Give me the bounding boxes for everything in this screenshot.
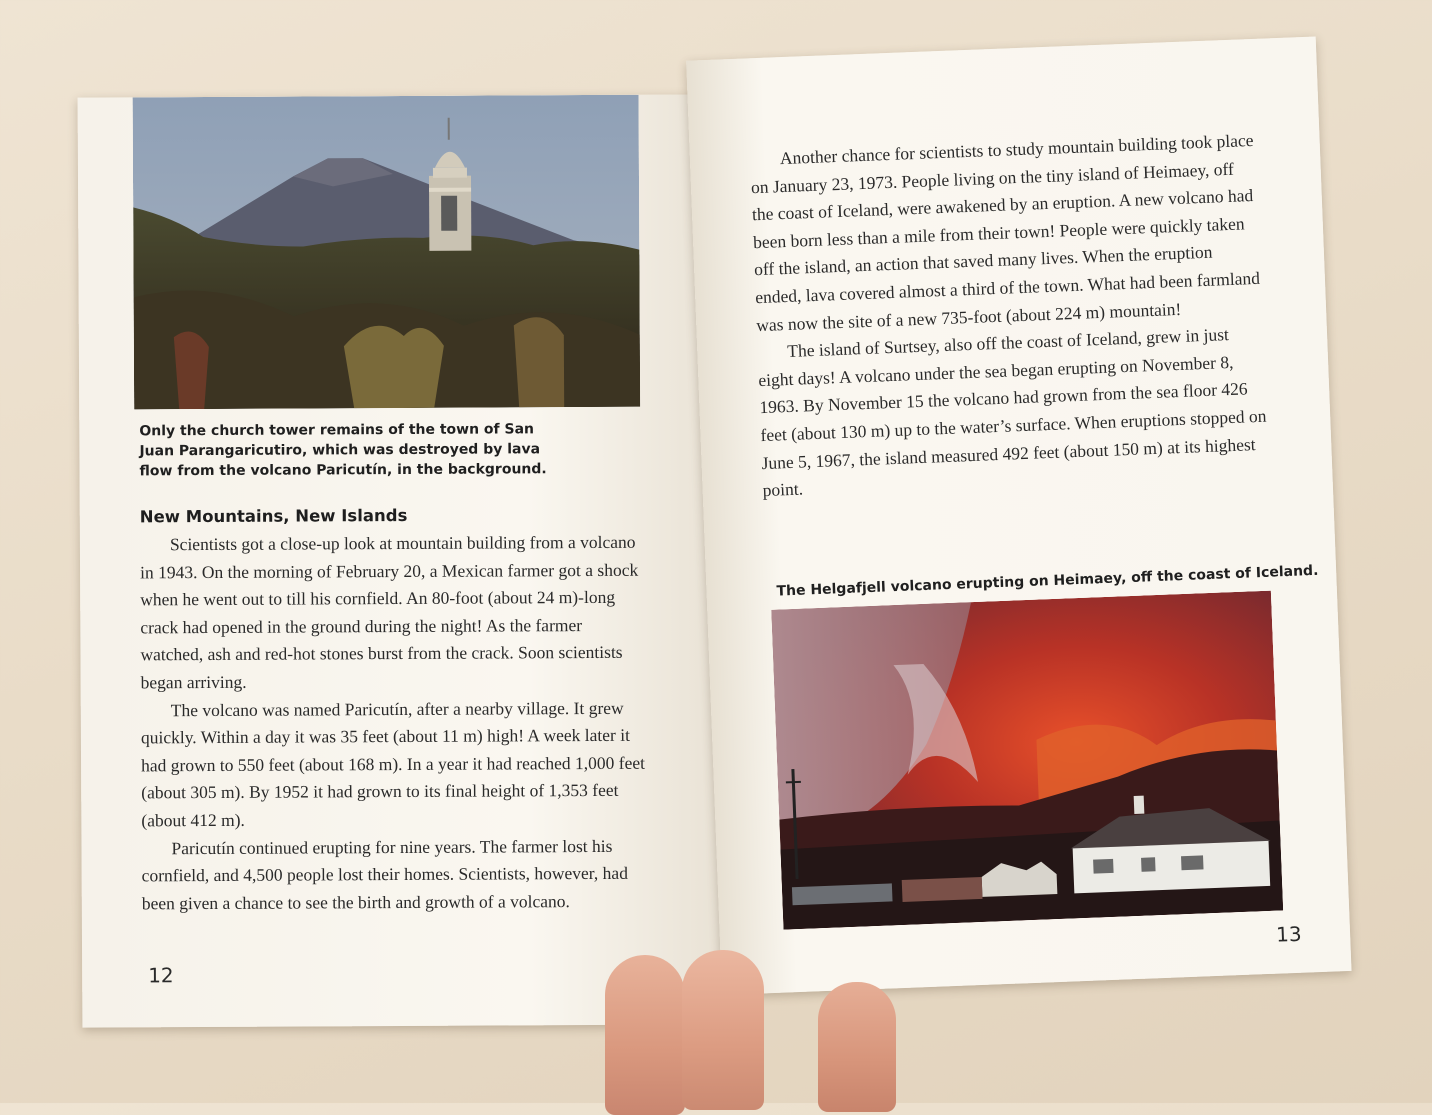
paragraph: Paricutín continued erupting for nine years. The farmer lost his cornfield, and 4,500 people lost their homes. Scientists, however, had been given a chance to see the birth and growth of a volcano. [141, 835, 628, 914]
finger-left [605, 955, 685, 1115]
photo-caption: Only the church tower remains of the town of San Juan Parangaricutiro, which was destroyed by lava flow from the volcano Paricutín, in the background. [139, 421, 547, 480]
page-number: 12 [148, 963, 174, 988]
volcano-eruption-photo [771, 591, 1283, 930]
section-heading: New Mountains, New Islands [139, 505, 408, 527]
photo-caption: The Helgafjell volcano erupting on Heimaey, off the coast of Iceland. [776, 562, 1319, 600]
paragraph: Another chance for scientists to study mountain building took place on January 23, 1973. People living on the tiny island of Heimaey, off the coast of Iceland, were awakened by an eruption. A new volcano had been born less than a mile from their town! People were quickly taken off the island, an action that saved many lives. When the eruption ended, lava covered almost a third of the town. What had been farmland was now the site of a new 735-foot (about 224 m) mountain! [750, 129, 1261, 335]
finger-right [818, 982, 896, 1112]
page-number: 13 [1275, 921, 1302, 947]
church-tower-photo [133, 95, 641, 410]
paragraph: Scientists got a close-up look at mountain building from a volcano in 1943. On the morning of February 20, a Mexican farmer got a shock when he went out to till his cornfield. An 80-foot (about 24 m)-long crack had opened in the ground during the night! As the farmer watched, ash and red-hot stones burst from the crack. Soon scientists began arriving. [140, 531, 639, 693]
paragraph: The volcano was named Paricutín, after a nearby village. It grew quickly. Within a day it was 35 feet (about 11 m) high! A week later it had grown to 550 feet (about 168 m). In a year it had reached 1,000 feet (about 305 m). By 1952 it had grown to its final height of 1,353 feet (about 412 m). [140, 697, 646, 831]
finger-middle [682, 950, 764, 1110]
paragraph: The island of Surtsey, also off the coast of Iceland, grew in just eight days! A volcano under the sea began erupting on November 8, 1963. By November 15 the volcano had grown from the sea floor 426 feet (about 130 m) up to the water’s surface. When eruptions stopped on June 5, 1967, the island measured 492 feet (about 150 m) at its highest point. [758, 324, 1267, 501]
right-body-text [749, 127, 1270, 505]
right-page [686, 37, 1351, 995]
left-body-text [140, 529, 648, 918]
left-page [78, 94, 723, 1027]
